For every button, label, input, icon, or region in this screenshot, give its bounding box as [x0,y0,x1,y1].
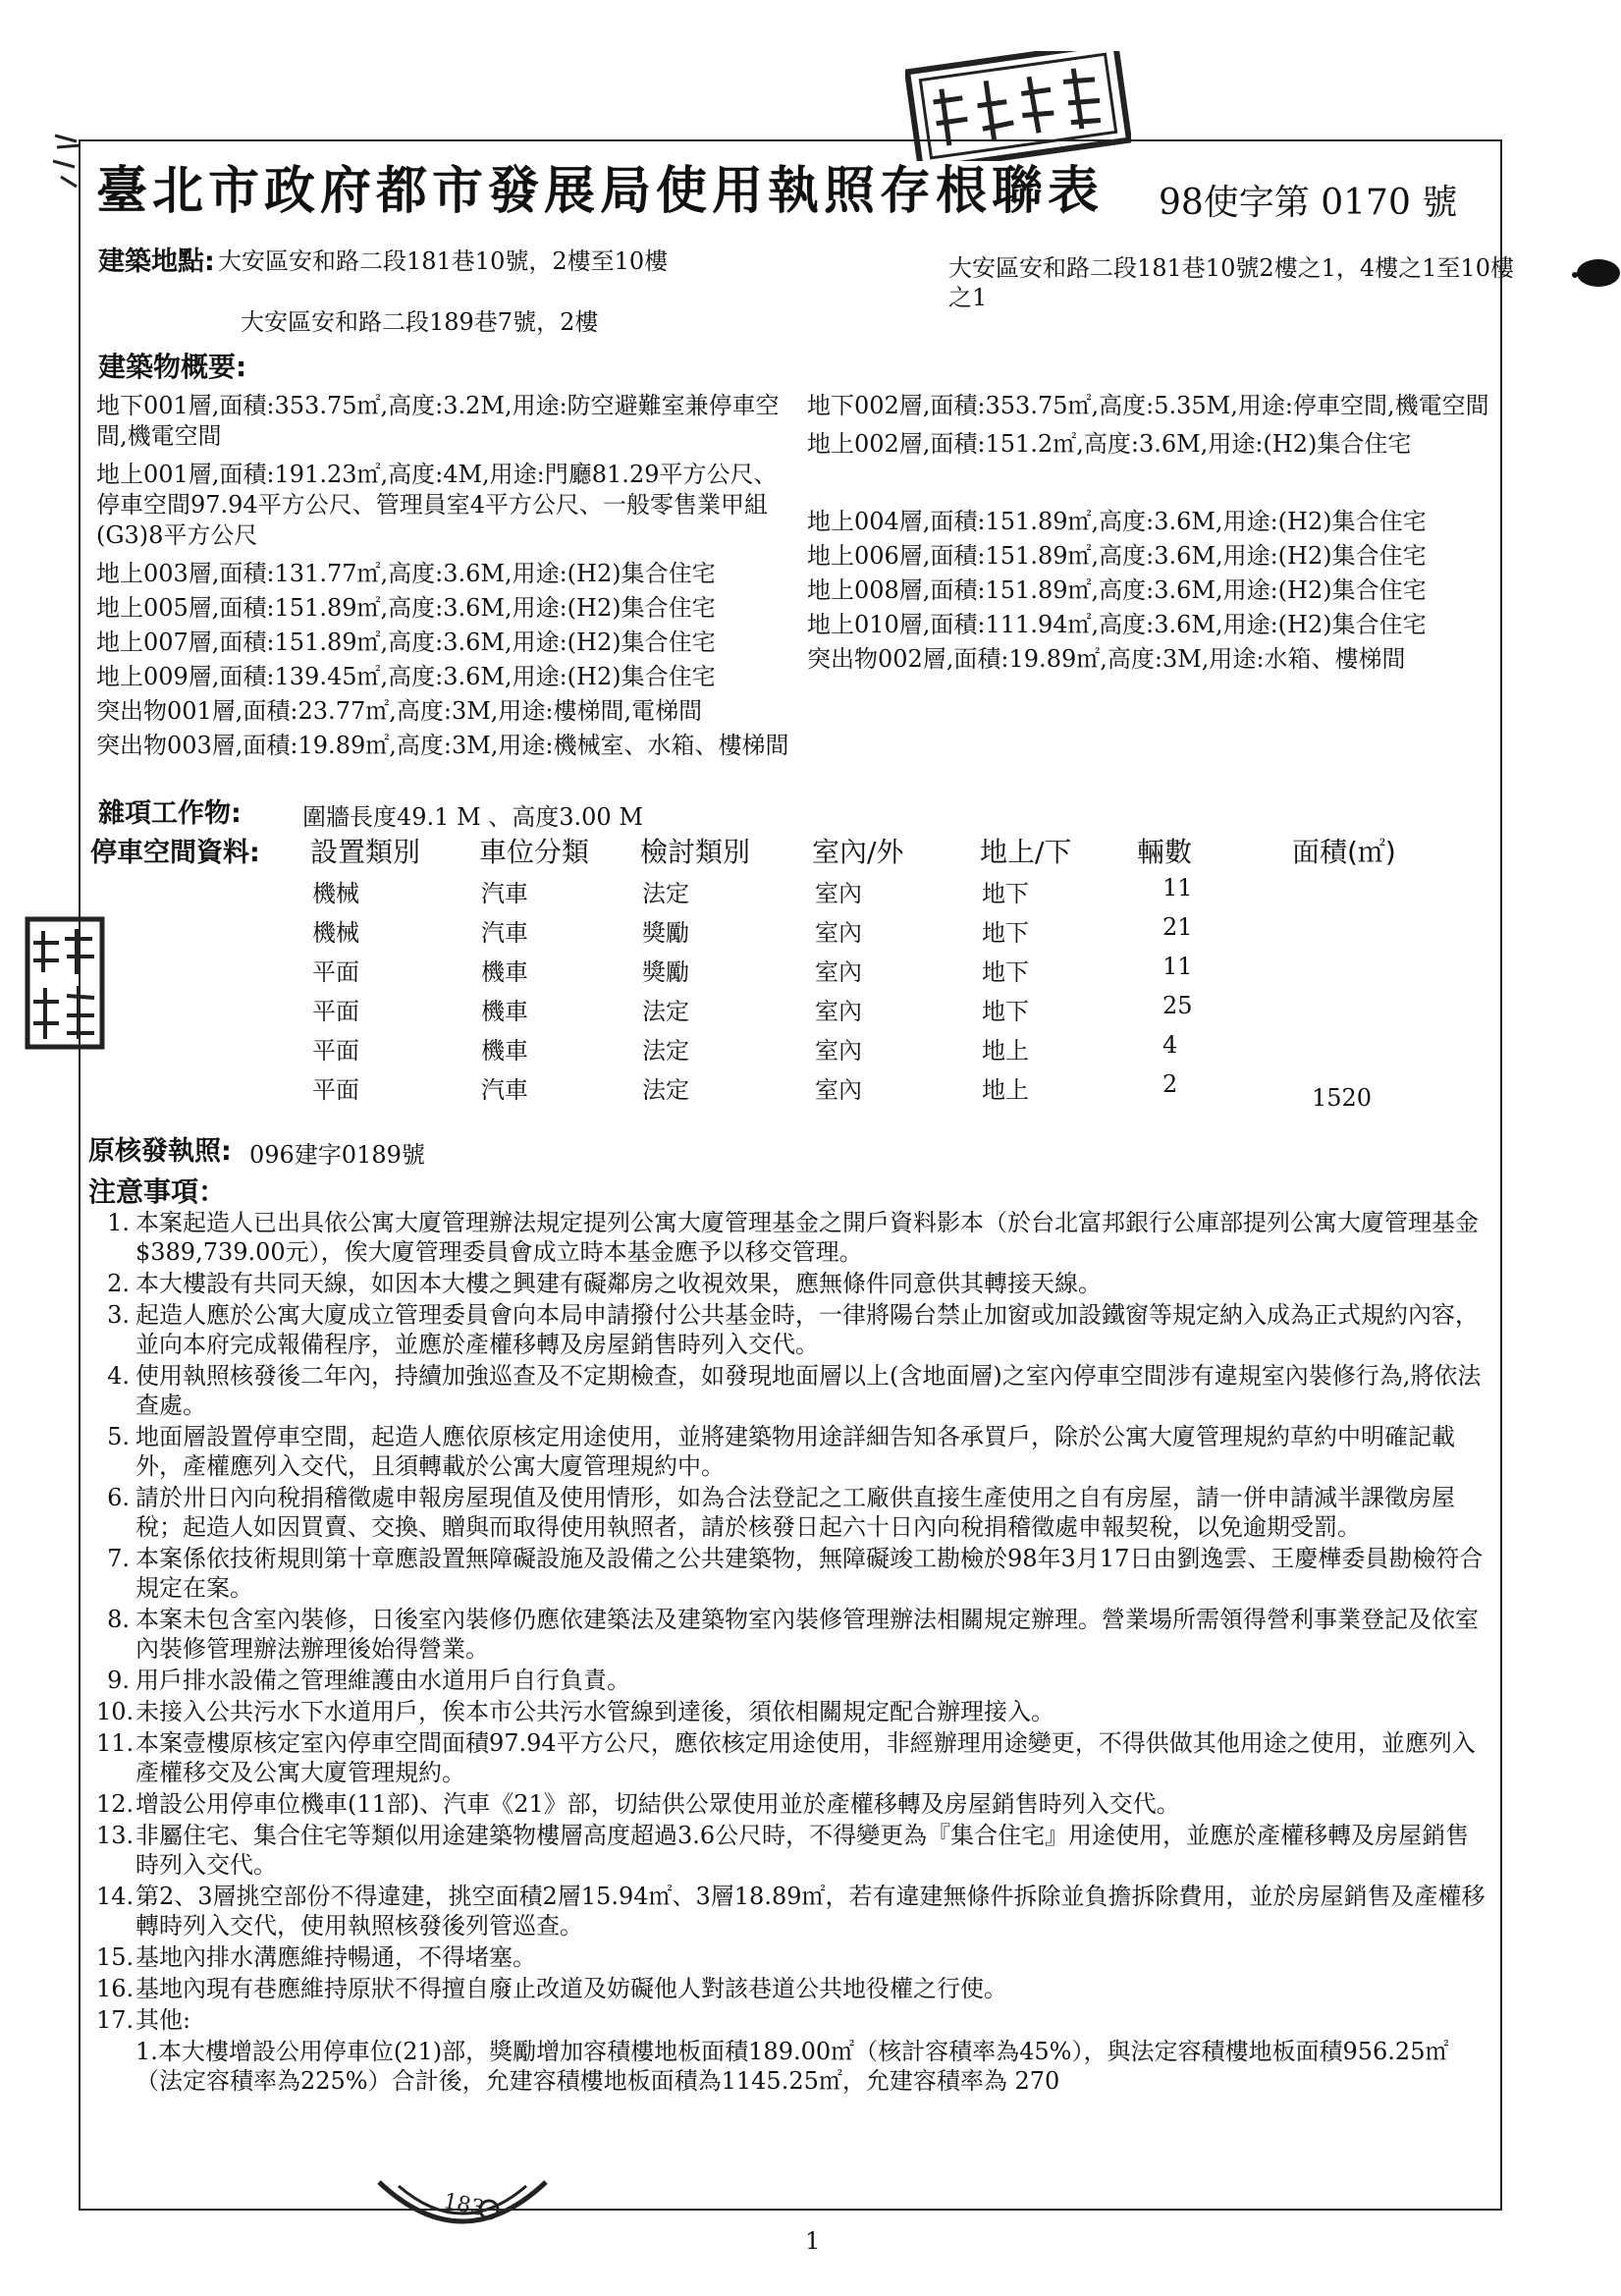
column-header: 室內/外 [812,836,904,868]
table-cell: 地上 [982,1037,1029,1065]
list-item [96,1300,1490,1359]
table-cell: 法定 [642,1076,689,1104]
column-header: 設置類別 [310,836,421,868]
list-item [96,1483,1490,1542]
floor-item: 地上006層,面積:151.89㎡,高度:3.6M,用途:(H2)集合住宅 [807,542,1427,570]
list-item [96,1882,1490,1941]
table-cell: 平面 [312,1037,359,1065]
table-cell: 機車 [481,998,528,1025]
note-number: 12. [96,1790,135,1818]
list-item [96,1208,1490,1267]
official-seal-top [905,51,1131,161]
page-number: 1 [805,2227,821,2255]
table-cell: 地上 [982,1076,1029,1104]
note-number: 11. [96,1729,135,1757]
note-number: 15. [96,1943,135,1971]
table-cell: 汽車 [481,919,528,947]
note-number: 7. [107,1545,130,1572]
ink-blot [1567,253,1621,293]
note-text: 增設公用停車位機車(11部)、汽車《21》部，切結供公眾使用並於產權移轉及房屋銷售時列入交代。 [135,1790,1180,1818]
table-cell: 1520 [1312,1084,1373,1112]
table-cell: 法定 [642,1037,689,1065]
list-item [96,1666,1490,1695]
list-item [96,1361,1490,1420]
floor-item: 突出物001層,面積:23.77㎡,高度:3M,用途:樓梯間,電梯間 [96,697,703,725]
list-item [96,1544,1490,1603]
table-cell: 地下 [982,958,1029,986]
note-text: 未接入公共污水下水道用戶，俟本市公共污水管線到達後，須依相關規定配合辦理接入。 [135,1698,1054,1725]
list-item [96,1728,1490,1787]
table-cell: 汽車 [481,880,528,907]
note-number: 2. [107,1270,130,1297]
note-text: 其他: [135,2006,191,2034]
official-seal-left [24,913,106,1053]
table-cell: 25 [1162,992,1193,1019]
table-cell: 機械 [312,919,359,947]
note-text: 本案係依技術規則第十章應設置無障礙設施及設備之公共建築物，無障礙竣工勘檢於98年3月17日由劉逸雲、王慶樺委員勘檢符合規定在案。 [135,1545,1484,1602]
note-text: 本案壹樓原核定室內停車空間面積97.94平方公尺，應依核定用途使用，非經辦理用途變更，不得供做其他用途之使用，並應列入產權移交及公寓大廈管理規約。 [135,1729,1476,1786]
floor-item: 地上002層,面積:151.2㎡,高度:3.6M,用途:(H2)集合住宅 [807,430,1412,458]
list-item [96,1789,1490,1819]
list-item [96,2005,1490,2035]
table-cell: 平面 [312,998,359,1025]
table-cell: 室內 [815,1076,862,1104]
note-number: 14. [96,1883,135,1910]
note-number: 8. [107,1606,130,1633]
table-row [295,874,1424,913]
site-address-2: 大安區安和路二段189巷7號，2樓 [241,308,599,336]
table-row [295,992,1424,1031]
parking-table-header [295,831,1424,874]
overview-label: 建築物概要: [98,351,247,383]
table-row [295,913,1424,953]
table-row [295,1031,1424,1070]
note-text: 基地內現有巷應維持原狀不得擅自廢止改道及妨礙他人對該巷道公共地役權之行使。 [135,1975,1007,2002]
note-text: 本案起造人已出具依公寓大廈管理辦法規定提列公寓大廈管理基金之開戶資料影本（於台北富邦銀行公庫部提列公寓大廈管理基金$389,739.00元），俟大廈管理委員會成立時本基金應予以移交管理。 [135,1209,1479,1266]
table-cell: 2 [1162,1070,1178,1098]
parking-table [295,831,1424,1110]
note-number: 1. [107,1209,130,1236]
list-item [96,1942,1490,1972]
column-header: 檢討類別 [640,836,751,868]
column-header: 地上/下 [980,836,1072,868]
note-number: 10. [96,1698,135,1725]
list-item [96,1974,1490,2003]
original-permit-value: 096建字0189號 [249,1141,425,1169]
table-cell: 4 [1162,1031,1178,1059]
note-number: 6. [107,1484,130,1511]
floor-item: 地上010層,面積:111.94㎡,高度:3.6M,用途:(H2)集合住宅 [807,611,1427,638]
note-text: 本大樓設有共同天線，如因本大樓之興建有礙鄰房之收視效果，應無條件同意供其轉接天線。 [135,1270,1102,1297]
floor-list-right [807,391,1494,679]
table-cell: 機車 [481,958,528,986]
list-item [96,1697,1490,1726]
table-cell: 地下 [982,880,1029,907]
floor-item: 地下001層,面積:353.75㎡,高度:3.2M,用途:防空避難室兼停車空間,機電空間 [96,392,780,450]
note-number: 3. [107,1301,130,1329]
list-item [96,1605,1490,1664]
site-address-1: 大安區安和路二段181巷10號，2樓至10樓 [218,247,669,275]
table-cell: 11 [1162,874,1193,902]
note-text: 起造人應於公寓大廈成立管理委員會向本局申請撥付公共基金時，一律將陽台禁止加窗或加設鐵窗等規定納入成為正式規約內容，並向本府完成報備程序，並應於產權移轉及房屋銷售時列入交代。 [135,1301,1479,1358]
floor-item: 地上008層,面積:151.89㎡,高度:3.6M,用途:(H2)集合住宅 [807,576,1427,604]
note-number: 17. [96,2006,135,2034]
table-cell: 11 [1162,953,1193,980]
floor-item: 突出物003層,面積:19.89㎡,高度:3M,用途:機械室、水箱、樓梯間 [96,732,789,759]
note-text: 地面層設置停車空間，起造人應依原核定用途使用，並將建築物用途詳細告知各承買戶，除於公寓大廈管理規約草約中明確記載外，產權應列入交代，且須轉載於公寓大廈管理規約中。 [135,1423,1455,1480]
note-text: 使用執照核發後二年內，持續加強巡查及不定期檢查，如發現地面層以上(含地面層)之室內停車空間涉有違規室內裝修行為,將依法查處。 [135,1362,1482,1419]
table-cell: 地下 [982,998,1029,1025]
document-number: 98使字第 0170 號 [1159,183,1458,223]
floor-list-left [96,391,793,765]
document-title: 臺北市政府都市發展局使用執照存根聯表 [96,161,1105,221]
parking-label: 停車空間資料: [90,838,260,868]
corner-ink-mark [47,128,86,196]
table-cell: 室內 [815,880,862,907]
notes-label: 注意事項： [88,1175,227,1208]
table-cell: 法定 [642,880,689,907]
sub-note: 1.本大樓增設公用停車位(21)部，獎勵增加容積樓地板面積189.00㎡（核計容積率為45%），與法定容積樓地板面積956.25㎡（法定容積率為225%）合計後，允建容積樓地板面積為1145.25㎡，允建容積率為 270 [135,2038,1449,2095]
note-text: 用戶排水設備之管理維護由水道用戶自行負責。 [135,1667,630,1694]
table-cell: 地下 [982,919,1029,947]
table-row [295,1070,1424,1110]
table-cell: 平面 [312,958,359,986]
notes-list [96,1208,1490,2096]
floor-item: 地上007層,面積:151.89㎡,高度:3.6M,用途:(H2)集合住宅 [96,629,716,656]
note-text: 基地內排水溝應維持暢通，不得堵塞。 [135,1943,536,1971]
note-number: 4. [107,1362,130,1390]
note-text: 第2、3層挑空部份不得違建，挑空面積2層15.94㎡、3層18.89㎡，若有違建無條件拆除並負擔拆除費用，並於房屋銷售及產權移轉時列入交代，使用執照核發後列管巡查。 [135,1883,1486,1940]
column-header: 面積(㎡) [1292,836,1396,868]
floor-item: 地上001層,面積:191.23㎡,高度:4M,用途:門廳81.29平方公尺、停車空間97.94平方公尺、管理員室4平方公尺、一般零售業甲組(G3)8平方公尺 [96,461,778,549]
site-address-3: 大安區安和路二段181巷10號2樓之1，4樓之1至10樓之1 [948,254,1514,311]
note-number: 9. [107,1667,130,1694]
floor-item: 地上005層,面積:151.89㎡,高度:3.6M,用途:(H2)集合住宅 [96,594,716,622]
table-cell: 室內 [815,998,862,1025]
table-cell: 室內 [815,958,862,986]
list-item [96,1269,1490,1298]
table-cell: 室內 [815,919,862,947]
note-text: 請於卅日內向稅捐稽徵處申報房屋現值及使用情形，如為合法登記之工廠供直接生產使用之自有房屋，請一併申請減半課徵房屋稅；起造人如因買賣、交換、贈與而取得使用執照者，請於核發日起六十日內向稅捐稽徵處申報契稅，以免逾期受罰。 [135,1484,1455,1541]
table-cell: 法定 [642,998,689,1025]
misc-works-value: 圍牆長度49.1 M 、高度3.00 M [302,803,643,831]
table-cell: 獎勵 [642,919,689,947]
svg-text:183: 183 [441,2189,487,2222]
floor-item: 地上009層,面積:139.45㎡,高度:3.6M,用途:(H2)集合住宅 [96,663,716,690]
note-number: 5. [107,1423,130,1450]
note-text: 本案未包含室內裝修，日後室內裝修仍應依建築法及建築物室內裝修管理辦法相關規定辦理。營業場所需領得營利事業登記及依室內裝修管理辦法辦理後始得營業。 [135,1606,1479,1663]
note-number: 16. [96,1975,135,2002]
table-cell: 獎勵 [642,958,689,986]
note-number: 13. [96,1822,135,1849]
list-item [96,1821,1490,1880]
table-cell: 平面 [312,1076,359,1104]
floor-item: 地上003層,面積:131.77㎡,高度:3.6M,用途:(H2)集合住宅 [96,560,716,587]
column-header: 輛數 [1137,836,1193,868]
floor-item: 地上004層,面積:151.89㎡,高度:3.6M,用途:(H2)集合住宅 [807,508,1427,535]
misc-works-label: 雜項工作物: [98,798,242,829]
table-cell: 機車 [481,1037,528,1065]
table-cell: 汽車 [481,1076,528,1104]
site-label: 建築地點: [98,246,215,277]
floor-item: 地下002層,面積:353.75㎡,高度:5.35M,用途:停車空間,機電空間 [807,392,1489,419]
table-cell: 21 [1162,913,1193,941]
table-cell: 室內 [815,1037,862,1065]
note-text: 非屬住宅、集合住宅等類似用途建築物樓層高度超過3.6公尺時，不得變更為『集合住宅』用途使用，並應於產權移轉及房屋銷售時列入交代。 [135,1822,1470,1879]
list-item [96,1422,1490,1481]
official-seal-bottom [369,2172,556,2241]
original-permit-label: 原核發執照: [88,1136,232,1167]
column-header: 車位分類 [479,836,590,868]
table-row [295,953,1424,992]
table-cell: 機械 [312,880,359,907]
floor-item: 突出物002層,面積:19.89㎡,高度:3M,用途:水箱、樓梯間 [807,645,1406,673]
